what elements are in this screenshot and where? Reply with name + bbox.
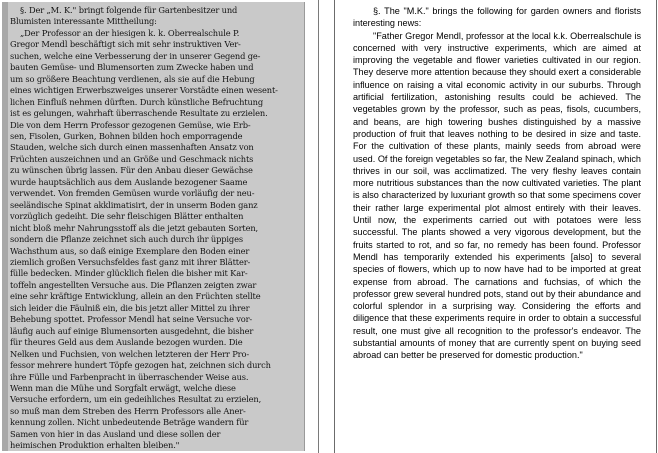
original-newspaper-scan <box>2 2 305 451</box>
scan-line: kennung zollen. Nicht unbedeutende Beträge wandern für <box>10 417 249 428</box>
scan-line: Wachsthum aus, so daß einige Exemplare den Boden einer <box>10 245 250 256</box>
scan-line: lichen Einfluß nehmen dürften. Durch künstliche Befruchtung <box>10 96 264 107</box>
scan-line: fülle bedecken. Minder glücklich fielen die bisher mit Kar- <box>10 268 248 279</box>
scan-line: für theures Geld aus dem Auslande bezogen wurden. Die <box>10 337 243 348</box>
scan-line: fessor mehrere hundert Töpfe gezogen hat, zeichnen sich durch <box>10 360 271 371</box>
scan-line: so muß man dem Streben des Herrn Professors alle Aner- <box>10 405 246 416</box>
scan-line: Gregor Mendl beschäftigt sich mit sehr instruktiven Ver- <box>10 39 241 50</box>
page-divider <box>318 0 319 453</box>
scan-binding-edge <box>2 2 8 451</box>
scan-line: eine sehr kräftige Entwicklung, allein an den Früchten stellte <box>10 291 261 302</box>
scan-line: suchen, welche eine Verbesserung der in unserer Gegend ge- <box>10 50 261 61</box>
scan-line: Samen von hier in das Ausland und diese sollen der <box>10 428 221 439</box>
scan-line: Früchten auszeichnen und an Größe und Geschmack nichts <box>10 153 254 164</box>
scan-text-block <box>10 5 298 451</box>
scan-line: „Der Professor an der hiesigen k. k. Oberrealschule P. <box>20 27 240 38</box>
scan-line: wurde hauptsächlich aus dem Auslande bezogener Saame <box>10 176 248 187</box>
scan-line: seeländische Spinat akklimatisirt, der in unserm Boden ganz <box>10 199 258 210</box>
scan-line: zu wünschen übrig lassen. Für den Anbau dieser Gewächse <box>10 165 253 176</box>
scan-line: nicht bloß mehr Nahrungsstoff als die jetzt gebauten Sorten, <box>10 222 259 233</box>
scan-line: ziemlich großen Versuchsfeldes fast ganz mit ihrer Blätter- <box>10 256 251 267</box>
scan-line: ihre Fülle und Farbenpracht in überraschender Weise aus. <box>10 371 249 382</box>
scan-line: sen, Fisolen, Gurken, Bohnen bilden hoch emporragende <box>10 130 243 141</box>
translation-text <box>353 5 641 362</box>
translation-body: "Father Gregor Mendl, professor at the local k.k. Oberrealschule is concerned with very instructive experiments, which are aimed at improving the vegetable and flower varieties cultivated in our region. They deserve more attention because they should exert a considerable influence on raising a vital economic activity in our suburbs. Through artificial fertilization, astonishing results could be achieved. The vegetables grown by the professor, such as peas, fisols, cucumbers, and beans, are high towering bushes distinguished by a massive production of fruit that leaves nothing to be desired in size and taste. For the cultivation of these plants, mainly seeds from abroad were used. Of the foreign vegetables so far, the New Zealand spinach, which thrives in our soil, was acclimatized. The very fleshy leaves contain more nutritious substances than the now cultivated varieties. The plant is also characterized by luxuriant growth so that some specimens cover their rather large experimental plot almost entirely with their leaves. Until now, the experiments carried out with potatoes were less successful. The plants showed a very vigorous development, but the fruits started to rot, and so far, no remedy has been found. Professor Mendl has temporarily extended his experiments [also] to several species of flowers, which up to now have had to be imported at great expense from abroad. The carnations and fuchsias, of which the professor grew several hundred pots, stand out by their abundance and colorful splendor in a surprising way. Considering the efforts and diligence that these experiments require in order to obtain a successful result, one must give all recognition to the professor's endeavor. The substantial amounts of money that are currently spent on buying seed abroad can better be preserved for domestic production." <box>353 30 641 361</box>
scan-line: sich leider die Fäulniß ein, die bis jetzt aller Mittel zu ihrer <box>10 302 250 313</box>
scan-line: §. Der „M. K." bringt folgende für Gartenbesitzer und <box>20 5 238 15</box>
scan-line: eines wichtigen Erwerbszweiges unserer Vorstädte einen wesent- <box>10 85 278 96</box>
scan-line: sondern die Pflanze zeichnet sich auch durch ihr üppiges <box>10 234 243 245</box>
scan-line: verwendet. Von fremden Gemüsen wurde vorläufig der neu- <box>10 188 255 199</box>
scan-line: um so größere Beachtung verdienen, als sie auf die Hebung <box>10 73 255 84</box>
scan-line: toffeln angestellten Versuche aus. Die Pflanzen zeigten zwar <box>10 279 257 290</box>
scan-line: Stauden, welche sich durch einen massenhaften Ansatz von <box>10 142 254 153</box>
scan-line: Blumisten interessante Mittheilung: <box>10 16 157 27</box>
scan-line: ist es gelungen, wahrhaft überraschende Resultate zu erzielen. <box>10 108 268 119</box>
scan-line: vorzüglich gedeiht. Die sehr fleischigen Blätter enthalten <box>10 211 244 222</box>
scan-line: bauten Gemüse- und Blumensorten zum Zwecke haben und <box>10 62 254 73</box>
scan-line: heimischen Produktion erhalten bleiben." <box>10 440 180 451</box>
translation-intro: §. The "M.K." brings the following for garden owners and florists interesting news: <box>353 6 641 29</box>
scan-line: Behebung spottet. Professor Mendl hat seine Versuche vor- <box>10 314 253 325</box>
scan-line: Wenn man die Mühe und Sorgfalt erwägt, welche diese <box>10 382 236 393</box>
scan-line: Nelken und Fuchsien, von welchen letzteren der Herr Pro- <box>10 348 249 359</box>
scan-line: läufig auch auf einige Blumensorten ausgedehnt, die bisher <box>10 325 254 336</box>
scan-line: Versuche erfordern, um ein gedeihliches Resultat zu erzielen, <box>10 394 262 405</box>
scan-line: Die von dem Herrn Professor gezogenen Gemüse, wie Erb- <box>10 119 251 130</box>
translation-panel <box>334 0 657 453</box>
